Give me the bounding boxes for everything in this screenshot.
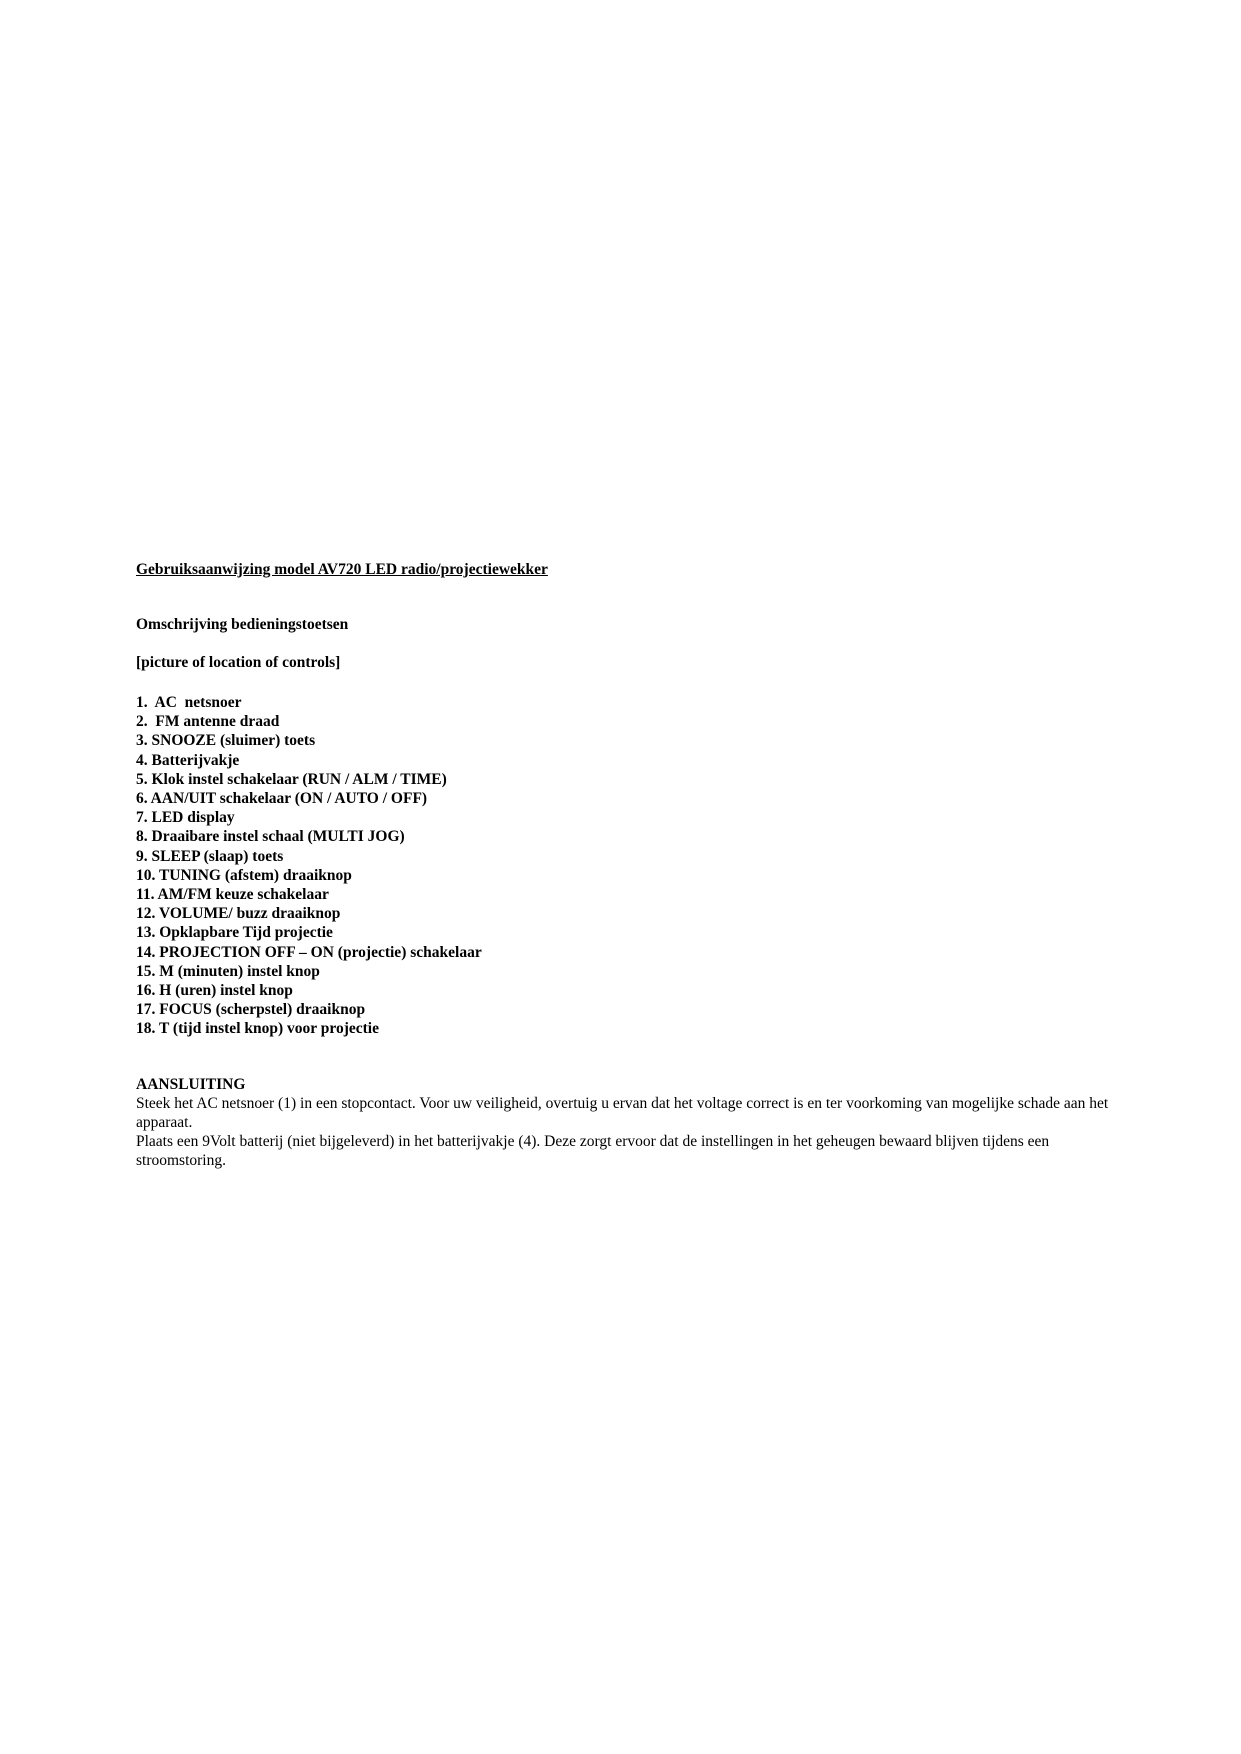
list-item: 17. FOCUS (scherpstel) draaiknop (136, 1001, 366, 1019)
connection-paragraph-1: Steek het AC netsnoer (1) in een stopcontact. Voor uw veiligheid, overtuig u ervan dat het voltage correct is en ter voorkoming van mogelijke schade aan het apparaat. (136, 1094, 1109, 1131)
list-item: 11. AM/FM keuze schakelaar (136, 886, 329, 904)
list-item: 6. AAN/UIT schakelaar (ON / AUTO / OFF) (136, 790, 428, 808)
list-item: 5. Klok instel schakelaar (RUN / ALM / TIME) (136, 770, 447, 788)
list-item: 18. T (tijd instel knop) voor projectie (136, 1020, 379, 1038)
list-item: 10. TUNING (afstem) draaiknop (136, 866, 352, 884)
list-item: 9. SLEEP (slaap) toets (136, 847, 284, 865)
list-item: 12. VOLUME/ buzz draaiknop (136, 905, 341, 923)
connection-heading: AANSLUITING (136, 1075, 246, 1093)
document-page (136, 560, 1116, 1170)
picture-placeholder-note: [picture of location of controls] (136, 654, 341, 671)
connection-paragraph-2: Plaats een 9Volt batterij (niet bijgeleverd) in het batterijvakje (4). Deze zorgt ervoor dat de instellingen in het geheugen bewaard blijven tijdens een stroomstoring. (136, 1132, 1050, 1169)
list-item: 16. H (uren) instel knop (136, 982, 293, 1000)
list-item: 15. M (minuten) instel knop (136, 962, 320, 980)
list-item: 1. AC netsnoer (136, 694, 242, 711)
list-item: 13. Opklapbare Tijd projectie (136, 924, 333, 942)
list-item: 3. SNOOZE (sluimer) toets (136, 732, 316, 750)
list-item: 4. Batterijvakje (136, 751, 240, 769)
list-item: 2. FM antenne draad (136, 713, 280, 731)
list-item: 7. LED display (136, 809, 235, 827)
list-item: 8. Draaibare instel schaal (MULTI JOG) (136, 828, 405, 846)
document-title: Gebruiksaanwijzing model AV720 LED radio/projectiewekker (136, 561, 548, 578)
list-item: 14. PROJECTION OFF – ON (projectie) schakelaar (136, 943, 482, 961)
controls-heading: Omschrijving bedieningstoetsen (136, 616, 349, 633)
controls-list (136, 693, 1116, 1039)
